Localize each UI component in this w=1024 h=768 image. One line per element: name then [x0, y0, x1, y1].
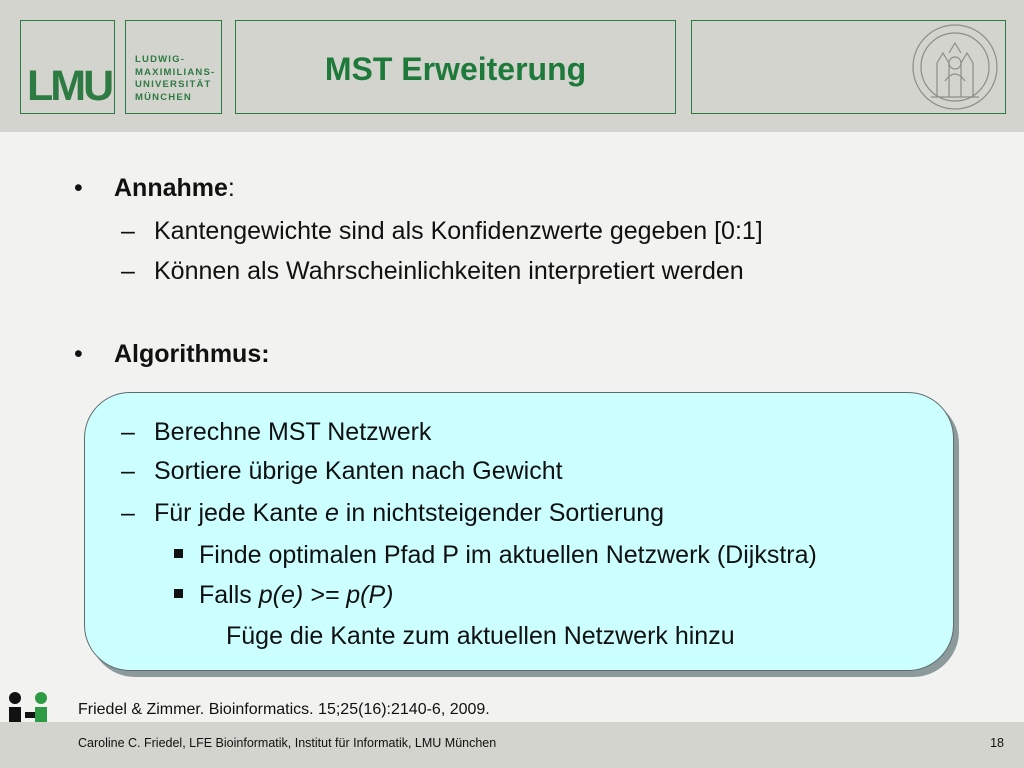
university-name: LUDWIG- MAXIMILIANS- UNIVERSITÄT MÜNCHEN [135, 54, 216, 103]
bullet-algorithmus [74, 340, 270, 368]
list-item: Finde optimalen Pfad P im aktuellen Netzwerk (Dijkstra) [199, 543, 817, 568]
square-bullet-icon [174, 549, 183, 558]
bullet-dot: • [74, 340, 83, 368]
lmu-logo-box [20, 20, 115, 114]
list-item: – Für jede Kante e in nichtsteigender Sortierung [121, 499, 665, 527]
title-box [235, 20, 676, 114]
page-number: 18 [990, 736, 1004, 750]
seal-box [691, 20, 1006, 114]
bullet-annahme [74, 174, 235, 202]
list-item: – Kantengewichte sind als Konfidenzwerte gegeben [0:1] [121, 217, 763, 245]
list-item: Falls p(e) >= p(P) [199, 583, 394, 608]
citation: Friedel & Zimmer. Bioinformatics. 15;25(16):2140-6, 2009. [78, 701, 490, 718]
list-item: – Berechne MST Netzwerk [121, 418, 432, 446]
lmu-logo: LMU [27, 62, 112, 110]
square-bullet-icon [174, 589, 183, 598]
slide-title: MST Erweiterung [324, 51, 587, 87]
action-line: Füge die Kante zum aktuellen Netzwerk hinzu [226, 622, 735, 650]
footer-author: Caroline C. Friedel, LFE Bioinformatik, Institut für Informatik, LMU München [78, 736, 497, 750]
annahme-label: Annahme [114, 174, 228, 202]
bullet-dot: • [74, 174, 83, 202]
algorithmus-label: Algorithmus: [114, 340, 270, 368]
annahme-colon: : [227, 174, 235, 202]
list-item: – Sortiere übrige Kanten nach Gewicht [121, 457, 563, 485]
slide-header [0, 0, 1024, 132]
university-seal-icon [907, 23, 1003, 111]
university-name-box [125, 20, 222, 114]
list-item: – Können als Wahrscheinlichkeiten interpretiert werden [121, 257, 744, 285]
